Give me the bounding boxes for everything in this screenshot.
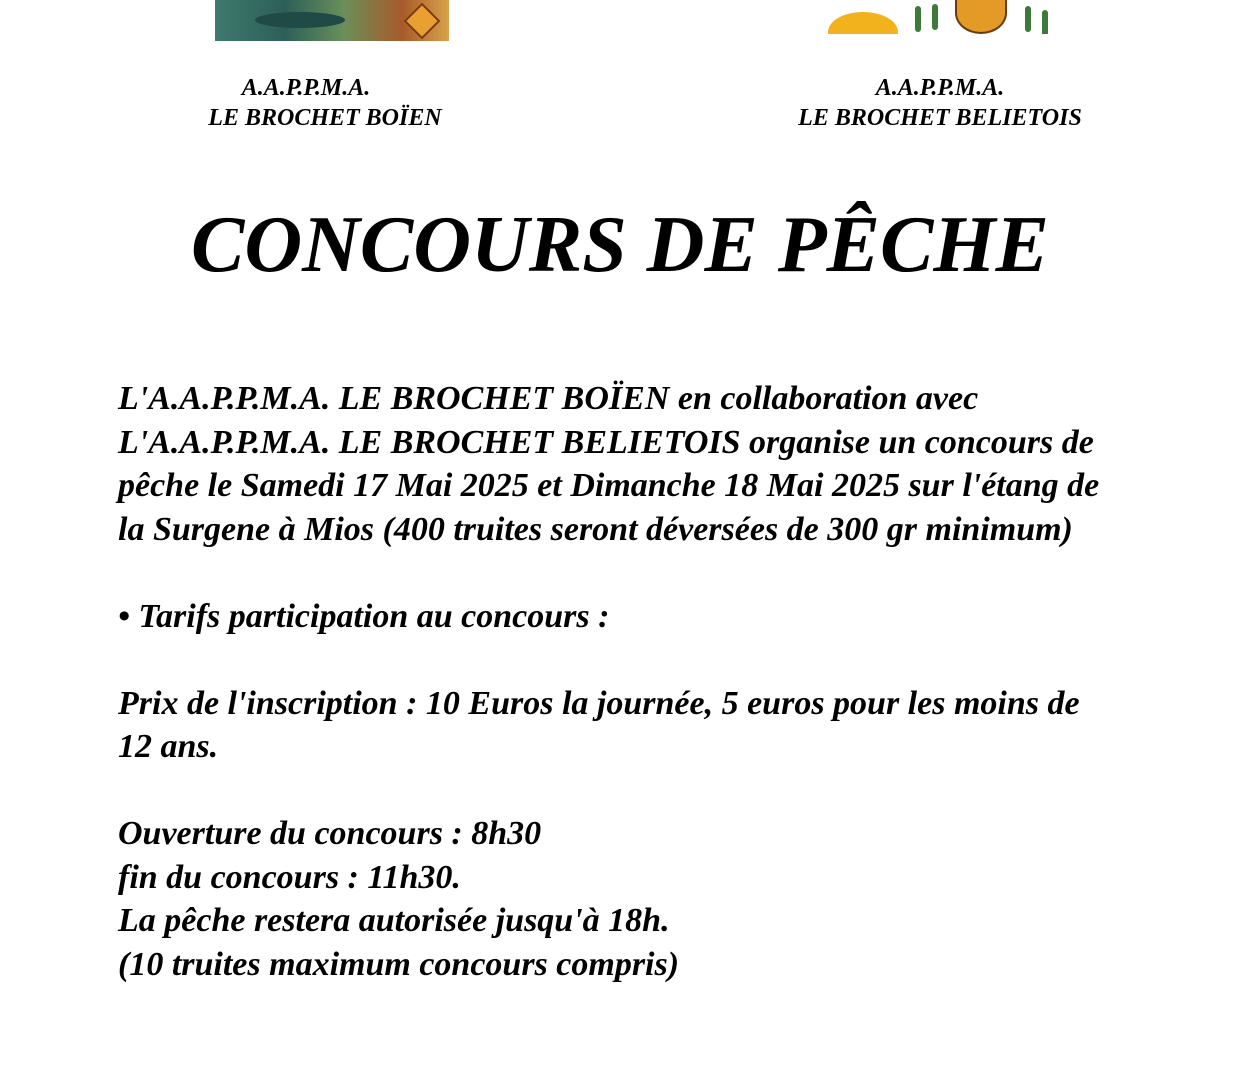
fishing-club-logo-icon [215, 0, 449, 41]
intro-paragraph: L'A.A.P.P.M.A. LE BROCHET BOÏEN en collaboration avec L'A.A.P.P.M.A. LE BROCHET BELIETOIS organise un concours de pêche le Samedi 17 Mai 2025 et Dimanche 18 Mai 2025 sur l'étang de la Surgene à Mios (400 truites seront déversées de 300 gr minimum) [118, 380, 1100, 548]
tree-shape [1042, 10, 1048, 34]
right-org-line1: A.A.P.P.M.A. [875, 75, 1005, 101]
leaf-shape [404, 3, 441, 40]
schedule-line: fin du concours : 11h30. [118, 858, 461, 896]
left-org-line1: A.A.P.P.M.A. [241, 75, 371, 101]
fish-shape [255, 12, 345, 28]
sun-shape [828, 12, 898, 34]
schedule-line: La pêche restera autorisée jusqu'à 18h. [118, 902, 670, 939]
page-title: CONCOURS DE PÊCHE [191, 201, 1049, 289]
right-organization-name [775, 73, 1105, 133]
tarifs-heading: • Tarifs participation au concours : [118, 597, 610, 635]
announcement-body [118, 377, 1118, 986]
left-organization-name [190, 73, 460, 133]
prix-paragraph: Prix de l'inscription : 10 Euros la journée, 5 euros pour les moins de 12 ans. [118, 684, 1080, 765]
schedule-line: (10 truites maximum concours compris) [118, 945, 680, 983]
butterfly-sun-logo-icon [820, 0, 1065, 34]
tree-shape [1025, 6, 1031, 32]
butterfly-shape [955, 0, 1007, 34]
tree-shape [915, 6, 921, 32]
left-org-line2: LE BROCHET BOÏEN [208, 105, 442, 131]
right-org-line2: LE BROCHET BELIETOIS [798, 105, 1082, 131]
schedule-line: Ouverture du concours : 8h30 [118, 815, 542, 852]
tree-shape [932, 4, 938, 30]
